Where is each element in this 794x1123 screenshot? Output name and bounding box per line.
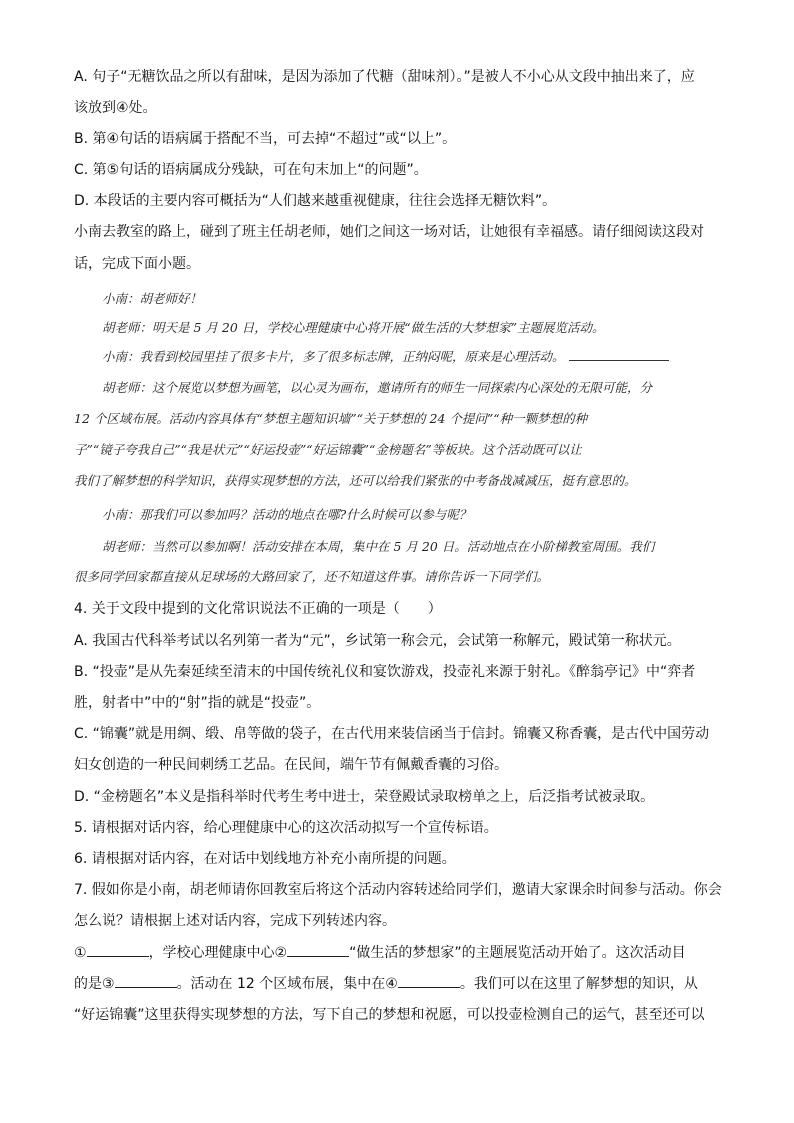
- q4-stem: 4. 关于文段中提到的文化常识说法不正确的一项是（ ）: [74, 601, 442, 617]
- dialogue-line: 很多同学回家都直接从足球场的大路回家了，还不知道这件事。请你告诉一下同学们。: [74, 569, 550, 584]
- q4-option-b-line2: 胜，射者中”中的“射”指的就是“投壶”。: [74, 695, 321, 711]
- dialogue-line: 子”“镜子夸我自己”“我是状元”“好运投壶”“好运锦囊”“金榜题名”等板块。这个活动既可以让: [74, 442, 582, 457]
- dialogue-line: 小南：胡老师好！: [102, 291, 203, 306]
- q7-fill-line2: [74, 973, 698, 993]
- q3-option-a-line2: 该放到④处。: [74, 100, 157, 116]
- fill-marker: ①: [74, 945, 87, 961]
- fill-blank-3[interactable]: [115, 975, 177, 988]
- q7-fill-line1: [74, 942, 686, 962]
- fill-text: ，学校心理健康中心②: [148, 945, 288, 961]
- fill-blank-1[interactable]: [87, 944, 149, 957]
- dialogue-line: 小南：那我们可以参加吗？活动的地点在哪?什么时候可以参与呢？: [102, 507, 472, 522]
- dialogue-line: 胡老师：明天是 5 月 20 日，学校心理健康中心将开展“做生活的大梦想家”主题展览活动。: [102, 320, 605, 335]
- q4-option-b-line1: B. “投壶”是从先秦延续至清末的中国传统礼仪和宴饮游戏，投壶礼来源于射礼。《醉翁亭记》中“弈者: [74, 664, 696, 680]
- dialogue-line: 胡老师：当然可以参加啊！活动安排在本周，集中在 5 月 20 日。活动地点在小阶梯教室周围。我们: [102, 539, 655, 554]
- fill-text: 。我们可以在这里了解梦想的知识，从: [459, 976, 698, 992]
- q3-option-a-line1: A. 句子“无糖饮品之所以有甜味，是因为添加了代糖（甜味剂）。”是被人不小心从文段中抽出来了，应: [74, 69, 695, 85]
- q4-option-c-line2: 妇女创造的一种民间刺绣工艺品。在民间，端午节有佩戴香囊的习俗。: [74, 757, 508, 773]
- dialogue-line: 胡老师：这个展览以梦想为画笔，以心灵为画布，邀请所有的师生一同探索内心深处的无限可能，分: [102, 380, 653, 395]
- fill-text: 。活动在 12 个区域布展，集中在④: [176, 976, 398, 992]
- fill-text: 的是③: [74, 976, 115, 992]
- fill-blank-2[interactable]: [287, 944, 349, 957]
- answer-blank[interactable]: [569, 348, 669, 361]
- intro-line1: 小南去教室的路上，碰到了班主任胡老师，她们之间这一场对话，让她很有幸福感。请仔细阅读这段对: [74, 224, 704, 240]
- dialogue-line-with-blank: [102, 347, 669, 365]
- dialogue-line: 12 个区域布展。活动内容具体有“梦想主题知识墙”“关于梦想的 24 个提问”“种一颗梦想的种: [74, 411, 588, 426]
- fill-blank-4[interactable]: [398, 975, 460, 988]
- q7-line2: 怎么说？请根据上述对话内容，完成下列转述内容。: [74, 913, 396, 929]
- q4-option-d: D. “金榜题名”本义是指科举时代考生考中进士，荣登殿试录取榜单之上，后泛指考试被录取。: [74, 789, 655, 805]
- dialogue-text: 小南：我看到校园里挂了很多卡片，多了很多标志牌，正纳闷呢，原来是心理活动。: [102, 349, 565, 364]
- q7-fill-line3: “好运锦囊”这里获得实现梦想的方法，写下自己的梦想和祝愿，可以投壶检测自己的运气，甚至还可以: [74, 1007, 705, 1023]
- q4-option-c-line1: C. “锦囊”就是用绸、缎、帛等做的袋子，在古代用来装信函当于信封。锦囊又称香囊，是古代中国劳动: [74, 726, 710, 742]
- q4-option-a: A. 我国古代科举考试以名列第一者为“元”，乡试第一称会元，会试第一称解元，殿试第一称状元。: [74, 633, 681, 649]
- q3-option-d: D. 本段话的主要内容可概括为“人们越来越重视健康，往往会选择无糖饮料”。: [74, 193, 557, 209]
- q3-option-c: C. 第⑤句话的语病属成分残缺，可在句末加上“的问题”。: [74, 162, 428, 178]
- intro-line2: 话，完成下面小题。: [74, 256, 200, 272]
- q6-stem: 6. 请根据对话内容，在对话中划线地方补充小南所提的问题。: [74, 851, 456, 867]
- q7-line1: 7. 假如你是小南，胡老师请你回教室后将这个活动内容转述给同学们，邀请大家课余时间参与活动。你会: [74, 882, 722, 898]
- q3-option-b: B. 第④句话的语病属于搭配不当，可去掉“不超过”或“以上”。: [74, 131, 457, 147]
- q5-stem: 5. 请根据对话内容，给心理健康中心的这次活动拟写一个宣传标语。: [74, 820, 498, 836]
- fill-text: “做生活的梦想家”的主题展览活动开始了。这次活动目: [349, 945, 686, 961]
- dialogue-line: 我们了解梦想的科学知识，获得实现梦想的方法，还可以给我们紧张的中考备战减减压，挺有意思的。: [74, 473, 637, 488]
